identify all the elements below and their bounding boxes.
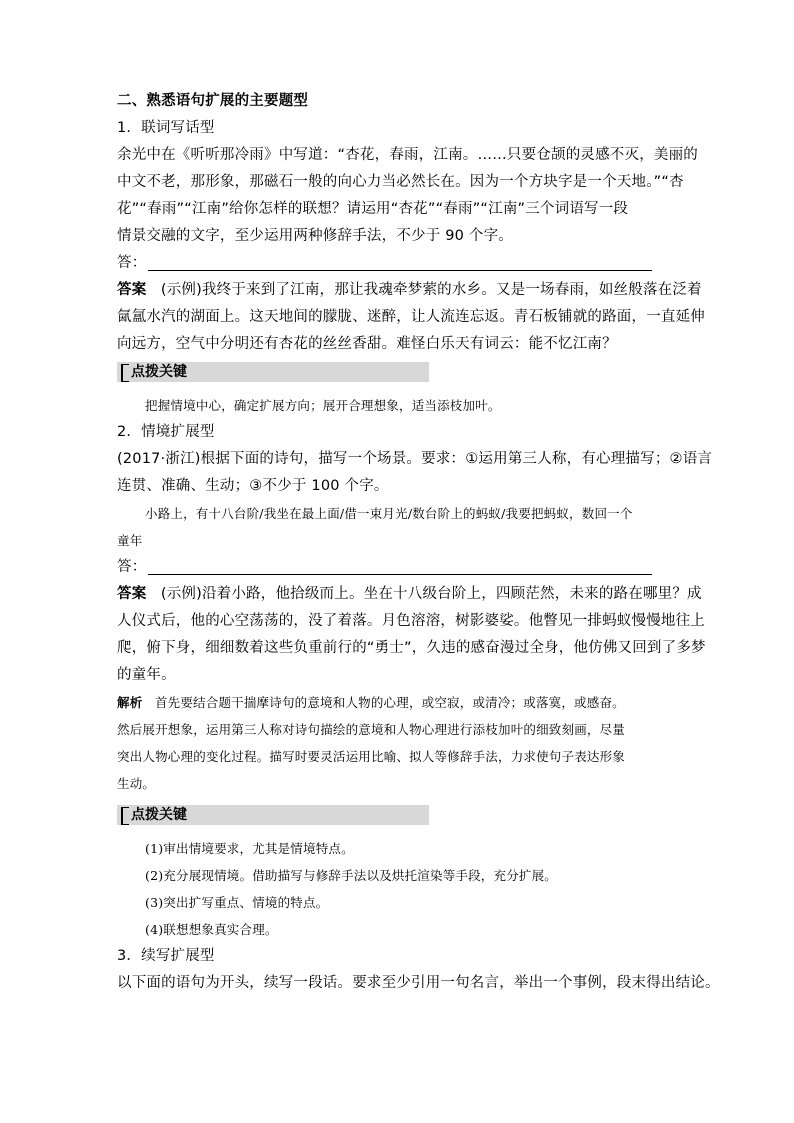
analysis-label: 解析: [117, 695, 143, 710]
analysis-line: 首先要结合题干揣摩诗句的意境和人物的心理，或空寂，或清冷；或落寞，或感奋。: [154, 695, 625, 710]
part2-analysis: [117, 689, 682, 797]
part2-heading: 2．情境扩展型: [117, 424, 215, 440]
analysis-line: 突出人物心理的变化过程。描写时要灵活运用比喻、拟人等修辞手法，力求使句子表达形象: [117, 749, 626, 764]
answer-line: 向远方，空气中分明还有杏花的丝丝香甜。难怪白乐天有词云：能不忆江南？: [117, 336, 617, 352]
part2-answer-blank: [117, 554, 682, 581]
tip-item: (4)联想想象真实合理。: [145, 922, 278, 937]
question-line: 余光中在《听听那冷雨》中写道：“杏花，春雨，江南。……只要仓颉的灵感不灭，美丽的: [117, 147, 699, 163]
tip-list: [117, 835, 682, 943]
answer-label: 答案: [117, 586, 147, 602]
question-line: 花”“春雨”“江南”给你怎样的联想？请运用“杏花”“春雨”“江南”三个词语写一段: [117, 201, 629, 217]
answer-line: (示例)沿着小路，他拾级而上。坐在十八级台阶上，四顾茫然，未来的路在哪里？成: [160, 586, 702, 602]
analysis-line: 然后展开想象，运用第三人称对诗句描绘的意境和人物心理进行添枝加叶的细致刻画，尽量: [117, 722, 626, 737]
answer-line: 氤氲水汽的湖面上。这天地间的朦胧、迷醉，让人流连忘返。青石板铺就的路面，一直延伸: [117, 309, 705, 325]
bracket-icon: [121, 364, 129, 382]
tip-banner-label: 点拨关键: [131, 807, 187, 823]
poem-line: 小路上，有十八台阶/我坐在最上面/借一束月光/数台阶上的蚂蚁/我要把蚂蚁，数回一个: [145, 506, 633, 521]
answer-line: 爬，俯下身，细细数着这些负重前行的“勇士”，久违的感奋漫过全身，他仿佛又回到了多梦: [117, 640, 706, 656]
analysis-line: 生动。: [117, 776, 156, 791]
part1-answer-blank: [117, 250, 682, 277]
part1-question: [117, 142, 699, 250]
answer-rule[interactable]: [148, 252, 652, 271]
answer-line: 人仪式后，他的心空荡荡的，没了着落。月色溶溶，树影婆娑。他瞥见一排蚂蚁慢慢地往上: [117, 613, 705, 629]
part3-heading: 3．续写扩展型: [117, 948, 215, 964]
answer-label: 答案: [117, 282, 147, 298]
part1-heading: 1．联词写话型: [117, 120, 215, 136]
question-line: 中文不老，那形象，那磁石一般的向心力当必然长在。因为一个方块字是一个天地。”“杏: [117, 174, 684, 190]
document-page: [117, 88, 720, 997]
part2-answer: [117, 581, 706, 689]
question-line: 连贯、准确、生动；③不少于 100 个字。: [117, 478, 389, 494]
tip-banner: [117, 362, 429, 382]
tip-item: (2)充分展现情境。借助描写与修辞手法以及烘托渲染等手段，充分扩展。: [145, 868, 558, 883]
tip-banner: [117, 805, 429, 825]
part3-question: 以下面的语句为开头，续写一段话。要求至少引用一句名言，举出一个事例，段末得出结论。: [117, 975, 720, 991]
answer-line: 的童年。: [117, 667, 176, 683]
bracket-icon: [121, 807, 129, 825]
section-title: 二、熟悉语句扩展的主要题型: [117, 93, 309, 109]
answer-rule[interactable]: [148, 556, 652, 575]
tip-item: (3)突出扩写重点、情境的特点。: [145, 895, 329, 910]
part2-question: [117, 446, 713, 500]
question-line: (2017·浙江)根据下面的诗句，描写一个场景。要求：①运用第三人称，有心理描写；②语言: [117, 451, 713, 467]
tip-item: (1)审出情境要求，尤其是情境特点。: [145, 841, 354, 856]
answer-prompt: 答：: [117, 559, 147, 575]
poem-line: 童年: [117, 533, 143, 548]
question-line: 情景交融的文字，至少运用两种修辞手法，不少于 90 个字。: [117, 228, 513, 244]
answer-prompt: 答：: [117, 255, 147, 271]
answer-line: (示例)我终于来到了江南，那让我魂牵梦萦的水乡。又是一场春雨，如丝般落在泛着: [160, 282, 702, 298]
tip-text: 把握情境中心，确定扩展方向；展开合理想象，适当添枝加叶。: [145, 398, 501, 413]
part1-answer: [117, 277, 705, 358]
poem: [117, 500, 682, 554]
tip-banner-label: 点拨关键: [131, 364, 187, 380]
